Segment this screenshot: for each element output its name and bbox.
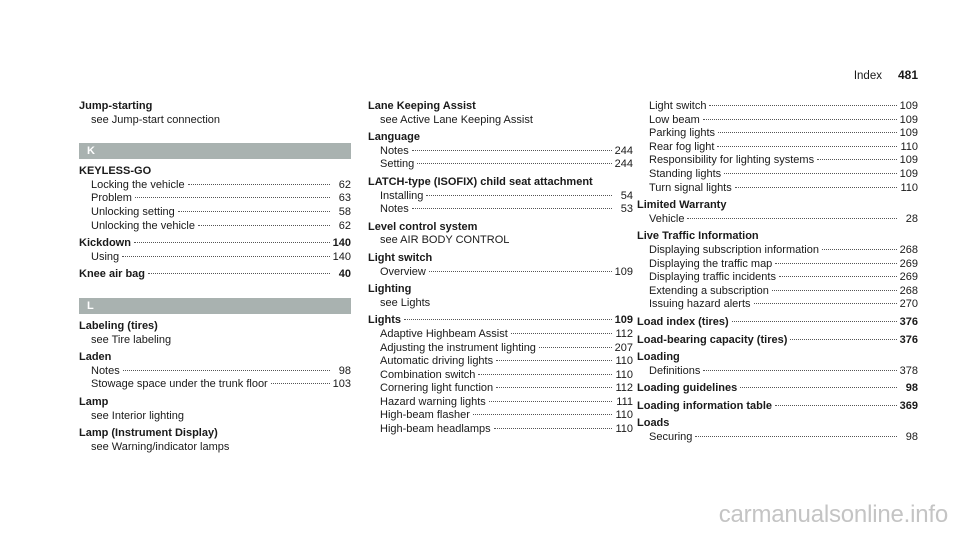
dot-leader (429, 271, 612, 272)
cross-reference[interactable]: see Jump-start connection (91, 113, 221, 126)
index-heading-text: Kickdown (79, 237, 131, 250)
cross-reference[interactable]: see Warning/indicator lamps (91, 440, 230, 453)
subentry-text: Adaptive Highbeam Assist (380, 327, 508, 340)
index-heading: Laden (79, 351, 112, 364)
index-subentry[interactable] (637, 114, 918, 128)
page-ref[interactable]: 109 (899, 154, 918, 167)
dot-leader (775, 405, 897, 406)
index-subentry[interactable] (368, 158, 633, 172)
index-subentry[interactable] (368, 328, 633, 342)
page-ref[interactable]: 109 (899, 127, 918, 140)
index-entry (368, 252, 633, 279)
subentry-text: Displaying the traffic map (649, 257, 773, 270)
dot-leader (271, 383, 330, 384)
subentry-text: Adjusting the instrument lighting (380, 341, 536, 354)
dot-leader (775, 263, 896, 264)
page-ref[interactable]: 98 (905, 431, 918, 444)
dot-leader (478, 374, 612, 375)
page-ref[interactable]: 244 (614, 158, 633, 171)
dot-leader (417, 163, 611, 164)
dot-leader (740, 387, 897, 388)
page-ref[interactable]: 376 (899, 333, 918, 346)
cross-reference[interactable]: see AIR BODY CONTROL (380, 234, 510, 247)
page-ref[interactable]: 112 (615, 327, 633, 340)
index-subentry[interactable] (368, 369, 633, 383)
dot-leader (148, 273, 330, 274)
index-entry (79, 268, 351, 282)
index-column-1 (79, 100, 351, 458)
page-ref[interactable]: 62 (338, 178, 351, 191)
index-subentry[interactable] (637, 168, 918, 182)
subentry-text: Setting (380, 158, 415, 171)
page-ref[interactable]: 103 (332, 378, 351, 391)
dot-leader (754, 303, 897, 304)
index-heading-text: Load index (tires) (637, 315, 729, 328)
index-subentry[interactable] (637, 182, 918, 196)
index-subentry[interactable] (79, 220, 351, 234)
index-heading: KEYLESS-GO (79, 165, 152, 178)
dot-leader (732, 321, 897, 322)
index-heading: Language (368, 131, 420, 144)
subentry-text: Unlocking the vehicle (91, 219, 195, 232)
index-heading-text: Load-bearing capacity (tires) (637, 333, 788, 346)
subentry-text: Stowage space under the trunk floor (91, 378, 268, 391)
index-entry (637, 400, 918, 414)
index-heading: Lamp (79, 395, 109, 408)
index-heading: Lamp (Instrument Display) (79, 427, 218, 440)
index-subentry[interactable] (368, 190, 633, 204)
index-entry (368, 283, 633, 310)
index-heading[interactable] (637, 334, 918, 348)
index-column-3 (637, 100, 918, 449)
dot-leader (717, 146, 897, 147)
subentry-text: Low beam (649, 113, 700, 126)
index-entry (368, 100, 633, 127)
page-ref[interactable]: 269 (899, 271, 918, 284)
cross-reference[interactable]: see Tire labeling (91, 333, 172, 346)
page-ref[interactable]: 110 (615, 423, 633, 436)
dot-leader (511, 333, 612, 334)
index-heading-text: Knee air bag (79, 268, 146, 281)
cross-reference[interactable]: see Interior lighting (91, 409, 184, 422)
page-header (854, 68, 918, 82)
index-heading[interactable] (637, 316, 918, 330)
dot-leader (539, 347, 612, 348)
index-entry (637, 334, 918, 348)
index-subentry[interactable] (637, 244, 918, 258)
dot-leader (404, 319, 612, 320)
dot-leader (496, 387, 612, 388)
index-entry (368, 314, 633, 436)
index-entry (79, 237, 351, 264)
page-ref[interactable]: 63 (338, 192, 351, 205)
dot-leader (695, 436, 897, 437)
index-subentry[interactable] (368, 396, 633, 410)
index-subentry[interactable] (637, 213, 918, 227)
index-heading: Level control system (368, 220, 478, 233)
subentry-text: Cornering light function (380, 382, 494, 395)
index-entry (637, 417, 918, 444)
subentry-text: Rear fog light (649, 140, 715, 153)
page-ref[interactable]: 111 (616, 395, 633, 408)
dot-leader (772, 290, 897, 291)
index-heading: Light switch (368, 251, 433, 264)
index-entry (368, 221, 633, 248)
subentry-text: Combination switch (380, 368, 476, 381)
dot-leader (724, 173, 896, 174)
dot-leader (135, 197, 330, 198)
cross-reference[interactable]: see Active Lane Keeping Assist (380, 113, 533, 126)
subentry-text: Turn signal lights (649, 181, 732, 194)
index-heading: Loading (637, 351, 680, 364)
index-entry (637, 199, 918, 226)
dot-leader (790, 339, 896, 340)
subentry-text: Automatic driving lights (380, 355, 494, 368)
dot-leader (473, 414, 612, 415)
index-subentry[interactable] (637, 431, 918, 445)
page-ref[interactable]: 269 (899, 257, 918, 270)
index-subentry[interactable] (368, 382, 633, 396)
page-ref[interactable]: 376 (899, 315, 918, 328)
subentry-text: Notes (91, 364, 120, 377)
page-ref[interactable]: 58 (338, 205, 351, 218)
index-entry (79, 396, 351, 423)
index-heading-text: Loading information table (637, 399, 773, 412)
index-column-2 (368, 100, 633, 441)
subentry-text: Overview (380, 265, 426, 278)
page-ref[interactable]: 54 (620, 189, 633, 202)
subentry-text: Issuing hazard alerts (649, 298, 751, 311)
index-entry (637, 316, 918, 330)
index-subentry[interactable] (368, 423, 633, 437)
page-ref[interactable]: 109 (614, 314, 633, 327)
index-section-title: Index (853, 70, 882, 82)
subentry-text: Displaying traffic incidents (649, 271, 776, 284)
index-subentry[interactable] (637, 258, 918, 272)
index-heading: Jump-starting (79, 100, 153, 112)
index-subentry[interactable] (79, 251, 351, 265)
dot-leader (496, 360, 612, 361)
page-ref[interactable]: 98 (905, 382, 918, 395)
index-entry (79, 427, 351, 454)
subentry-text: Unlocking setting (91, 205, 175, 218)
page-ref[interactable]: 62 (338, 219, 351, 232)
index-subentry[interactable] (368, 203, 633, 217)
watermark: carmanualsonline.info (718, 501, 948, 528)
index-entry (368, 176, 633, 217)
index-heading[interactable] (637, 382, 918, 396)
subentry-text: Using (91, 250, 120, 263)
subentry-text: Notes (380, 203, 409, 216)
index-subentry[interactable] (637, 141, 918, 155)
index-subentry[interactable] (368, 355, 633, 369)
dot-leader (412, 208, 612, 209)
subentry-text: Definitions (649, 364, 701, 377)
index-entry (637, 382, 918, 396)
page-ref[interactable]: 110 (615, 409, 633, 422)
subentry-text: Light switch (649, 100, 707, 112)
index-letter-header: K (79, 143, 351, 159)
dot-leader (779, 276, 897, 277)
subentry-text: Displaying subscription information (649, 243, 819, 256)
index-entry (79, 320, 351, 347)
index-heading: Lane Keeping Assist (368, 100, 476, 112)
page-ref[interactable]: 110 (900, 181, 918, 194)
page-ref[interactable]: 378 (899, 364, 918, 377)
dot-leader (687, 218, 897, 219)
index-entry (637, 230, 918, 312)
subentry-text: Standing lights (649, 167, 722, 180)
dot-leader (822, 249, 897, 250)
page-ref[interactable]: 53 (620, 203, 633, 216)
dot-leader (412, 150, 612, 151)
index-subentry[interactable] (368, 145, 633, 159)
subentry-text: High-beam headlamps (380, 423, 491, 436)
dot-leader (703, 370, 896, 371)
page-ref[interactable]: 28 (905, 212, 918, 225)
subentry-text: Parking lights (649, 127, 716, 140)
dot-leader (703, 119, 897, 120)
subentry-text: Notes (380, 144, 409, 157)
page-ref[interactable]: 270 (899, 298, 918, 311)
index-heading: Labeling (tires) (79, 319, 158, 332)
index-subentry[interactable] (79, 378, 351, 392)
index-heading[interactable] (79, 237, 351, 251)
page-ref[interactable]: 268 (899, 243, 918, 256)
subentry-text: High-beam flasher (380, 409, 470, 422)
page-ref[interactable]: 40 (338, 268, 351, 281)
dot-leader (709, 105, 896, 106)
dot-leader (198, 225, 330, 226)
index-heading-text: Loading guidelines (637, 382, 738, 395)
page-ref[interactable]: 244 (614, 144, 633, 157)
page-ref[interactable]: 109 (899, 113, 918, 126)
subentry-text: Responsibility for lighting systems (649, 154, 815, 167)
index-entry (79, 100, 351, 127)
index-heading[interactable] (79, 268, 351, 282)
index-entry (368, 131, 633, 172)
subentry-text: Problem (91, 192, 132, 205)
page-ref[interactable]: 109 (899, 100, 918, 112)
page-ref[interactable]: 268 (899, 284, 918, 297)
page-ref[interactable]: 109 (614, 265, 633, 278)
index-heading: Lighting (368, 283, 412, 296)
page-ref[interactable]: 112 (615, 382, 633, 395)
index-heading[interactable] (368, 314, 633, 328)
index-subentry[interactable] (637, 365, 918, 379)
index-entry (79, 165, 351, 233)
subentry-text: Securing (649, 431, 693, 444)
page-number: 481 (897, 68, 918, 82)
dot-leader (178, 211, 330, 212)
index-heading-text: Lights (368, 314, 401, 327)
index-subentry[interactable] (79, 206, 351, 220)
index-subentry[interactable] (79, 192, 351, 206)
page-ref[interactable]: 109 (899, 167, 918, 180)
page-ref[interactable]: 140 (332, 237, 351, 250)
index-subentry[interactable] (79, 179, 351, 193)
index-heading: Loads (637, 417, 670, 430)
dot-leader (718, 132, 897, 133)
index-entry (79, 351, 351, 392)
index-subentry[interactable] (368, 409, 633, 423)
index-subentry[interactable] (637, 154, 918, 168)
index-heading: LATCH-type (ISOFIX) child seat attachment (368, 175, 593, 188)
dot-leader (426, 195, 612, 196)
index-subentry[interactable] (637, 127, 918, 141)
dot-leader (188, 184, 330, 185)
index-subentry[interactable] (79, 365, 351, 379)
dot-leader (489, 401, 612, 402)
index-subentry[interactable] (637, 298, 918, 312)
index-heading: Limited Warranty (637, 199, 727, 212)
subentry-text: Locking the vehicle (91, 178, 185, 191)
index-subentry[interactable] (637, 285, 918, 299)
page-ref[interactable]: 98 (338, 364, 351, 377)
subentry-text: Installing (380, 189, 424, 202)
index-heading: Live Traffic Information (637, 230, 759, 243)
page-ref[interactable]: 207 (614, 341, 633, 354)
dot-leader (123, 370, 330, 371)
index-heading[interactable] (637, 400, 918, 414)
dot-leader (817, 159, 897, 160)
index-entry (637, 100, 918, 195)
page-ref[interactable]: 140 (332, 250, 351, 263)
dot-leader (735, 187, 897, 188)
subentry-text: Vehicle (649, 212, 685, 225)
page-ref[interactable]: 110 (900, 140, 918, 153)
index-entry (637, 351, 918, 378)
index-subentry[interactable] (368, 266, 633, 280)
index-subentry[interactable] (637, 271, 918, 285)
subentry-text: Hazard warning lights (380, 395, 486, 408)
page-ref[interactable]: 110 (615, 355, 633, 368)
index-subentry[interactable] (637, 100, 918, 114)
dot-leader (134, 242, 330, 243)
cross-reference[interactable]: see Lights (380, 296, 431, 309)
page-ref[interactable]: 369 (899, 399, 918, 412)
page-ref[interactable]: 110 (615, 368, 633, 381)
dot-leader (122, 256, 330, 257)
index-subentry[interactable] (368, 342, 633, 356)
dot-leader (494, 428, 612, 429)
subentry-text: Extending a subscription (649, 284, 769, 297)
index-letter-header: L (79, 298, 351, 314)
